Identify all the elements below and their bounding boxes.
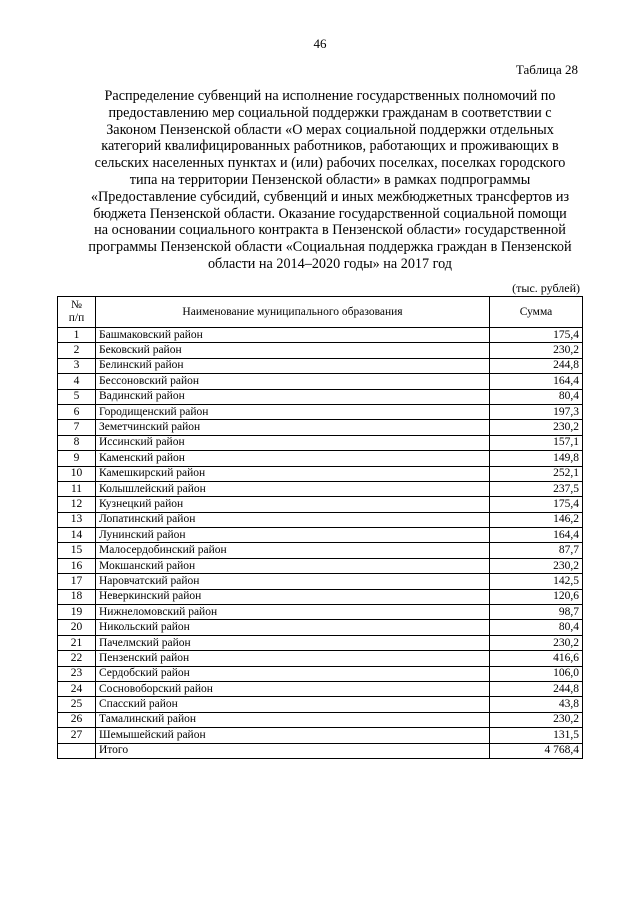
row-number: 2 [58,343,96,358]
row-sum: 98,7 [490,605,583,620]
table-row [58,420,583,435]
header-number [58,297,96,328]
row-municipality: Тамалинский район [96,712,490,727]
row-sum: 244,8 [490,358,583,373]
row-sum: 142,5 [490,574,583,589]
units-note: (тыс. рублей) [512,281,580,295]
row-number: 26 [58,712,96,727]
table-row [58,574,583,589]
row-municipality: Лопатинский район [96,512,490,527]
row-sum: 164,4 [490,374,583,389]
table-row [58,620,583,635]
row-sum: 4 768,4 [490,743,583,758]
table-row [58,343,583,358]
row-municipality: Иссинский район [96,435,490,450]
table-row [58,681,583,696]
row-sum: 197,3 [490,404,583,419]
row-number: 5 [58,389,96,404]
row-municipality: Лунинский район [96,528,490,543]
page-number: 46 [313,36,327,51]
row-number: 1 [58,328,96,343]
header-number-line1: № [71,299,82,311]
table-row [58,589,583,604]
title-line: Законом Пензенской области «О мерах социальной поддержки отдельных [106,121,554,138]
title-line: области на 2014–2020 годы» на 2017 год [207,255,453,272]
title-line: категорий квалифицированных работников, работающих и проживающих в [101,138,559,155]
row-number: 11 [58,481,96,496]
table-row [58,358,583,373]
row-municipality: Сосновоборский район [96,681,490,696]
title-line: сельских населенных пунктах и (или) рабочих поселках, поселках городского [94,155,566,172]
document-title [70,88,590,273]
title-line: бюджета Пензенской области. Оказание государственной социальной помощи [93,205,567,222]
row-sum: 120,6 [490,589,583,604]
header-name: Наименование муниципального образования [96,297,490,328]
table-row [58,666,583,681]
row-number: 24 [58,681,96,696]
row-number: 21 [58,635,96,650]
row-number: 6 [58,404,96,419]
row-municipality: Итого [96,743,490,758]
table-row [58,389,583,404]
table-row [58,404,583,419]
row-number: 15 [58,543,96,558]
table-label: Таблица 28 [515,62,578,77]
row-number: 19 [58,605,96,620]
row-municipality: Малосердобинский район [96,543,490,558]
title-line: предоставлению мер социальной поддержки гражданам в соответствии с [108,104,552,121]
row-sum: 43,8 [490,697,583,712]
row-number [58,743,96,758]
table-row [58,466,583,481]
row-municipality: Башмаковский район [96,328,490,343]
row-sum: 131,5 [490,728,583,743]
row-municipality: Земетчинский район [96,420,490,435]
table-row [58,605,583,620]
table-row [58,558,583,573]
row-sum: 230,2 [490,635,583,650]
row-number: 12 [58,497,96,512]
row-sum: 106,0 [490,666,583,681]
row-number: 3 [58,358,96,373]
row-sum: 164,4 [490,528,583,543]
table-row [58,512,583,527]
table-row [58,543,583,558]
table-body [58,328,583,759]
row-sum: 416,6 [490,651,583,666]
row-sum: 237,5 [490,481,583,496]
row-number: 8 [58,435,96,450]
row-number: 10 [58,466,96,481]
row-municipality: Белинский район [96,358,490,373]
title-line: программы Пензенской области «Социальная поддержка граждан в Пензенской [88,239,572,256]
row-number: 17 [58,574,96,589]
table-row [58,697,583,712]
table-row [58,374,583,389]
row-municipality: Сердобский район [96,666,490,681]
title-line: типа на территории Пензенской области» в рамках подпрограммы [129,171,531,188]
table-row [58,451,583,466]
table-row [58,728,583,743]
row-municipality: Спасский район [96,697,490,712]
row-number: 13 [58,512,96,527]
table-row [58,528,583,543]
row-number: 22 [58,651,96,666]
table-row [58,328,583,343]
row-number: 14 [58,528,96,543]
title-line: Распределение субвенций на исполнение государственных полномочий по [104,88,556,104]
row-sum: 230,2 [490,343,583,358]
row-sum: 230,2 [490,420,583,435]
row-number: 23 [58,666,96,681]
row-number: 20 [58,620,96,635]
row-sum: 87,7 [490,543,583,558]
row-municipality: Пензенский район [96,651,490,666]
total-row [58,743,583,758]
row-sum: 80,4 [490,620,583,635]
row-number: 16 [58,558,96,573]
row-municipality: Кузнецкий район [96,497,490,512]
row-number: 4 [58,374,96,389]
table-row [58,712,583,727]
row-sum: 244,8 [490,681,583,696]
row-number: 9 [58,451,96,466]
row-sum: 230,2 [490,712,583,727]
table-row [58,435,583,450]
header-sum: Сумма [490,297,583,328]
row-municipality: Никольский район [96,620,490,635]
table-header-row [58,297,583,328]
row-number: 27 [58,728,96,743]
row-sum: 230,2 [490,558,583,573]
row-sum: 149,8 [490,451,583,466]
subvention-table [57,296,583,759]
row-municipality: Колышлейский район [96,481,490,496]
row-sum: 175,4 [490,328,583,343]
row-municipality: Каменский район [96,451,490,466]
row-sum: 80,4 [490,389,583,404]
row-municipality: Камешкирский район [96,466,490,481]
table-row [58,481,583,496]
row-municipality: Шемышейский район [96,728,490,743]
row-municipality: Пачелмский район [96,635,490,650]
row-sum: 175,4 [490,497,583,512]
row-number: 7 [58,420,96,435]
row-municipality: Городищенский район [96,404,490,419]
row-municipality: Бековский район [96,343,490,358]
row-municipality: Нижнеломовский район [96,605,490,620]
row-number: 18 [58,589,96,604]
row-municipality: Наровчатский район [96,574,490,589]
table-row [58,635,583,650]
row-municipality: Бессоновский район [96,374,490,389]
row-number: 25 [58,697,96,712]
row-municipality: Вадинский район [96,389,490,404]
row-municipality: Неверкинский район [96,589,490,604]
row-municipality: Мокшанский район [96,558,490,573]
row-sum: 157,1 [490,435,583,450]
row-sum: 252,1 [490,466,583,481]
table-row [58,497,583,512]
header-number-line2: п/п [68,312,85,324]
row-sum: 146,2 [490,512,583,527]
title-line: «Предоставление субсидий, субвенций и иных межбюджетных трансфертов из [90,188,570,205]
table-row [58,651,583,666]
title-line: на основании социального контракта в Пензенской области» государственной [94,222,566,239]
